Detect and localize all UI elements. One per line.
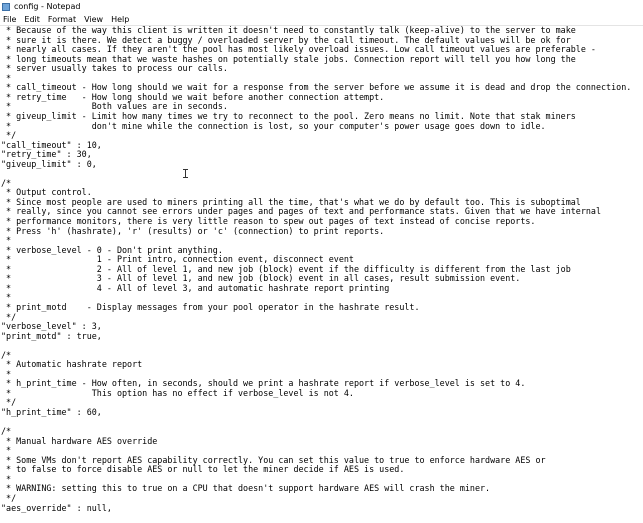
- text-line: "retry_time" : 30,: [1, 149, 92, 160]
- text-line: */: [1, 397, 17, 408]
- text-line: * 1 - Print intro, connection event, disconnect event: [1, 254, 354, 265]
- text-line: "h_print_time" : 60,: [1, 407, 102, 417]
- text-line: *: [1, 235, 12, 246]
- text-line: * Press 'h' (hashrate), 'r' (results) or 'c' (connection) to print reports.: [1, 225, 385, 236]
- text-line: * sure it is there. We detect a buggy / overloaded server by the call timeout. The default values will be ok for: [1, 34, 571, 45]
- text-line: "print_motd" : true,: [1, 330, 102, 341]
- text-line: */: [1, 311, 17, 322]
- i-beam-cursor-icon: [183, 169, 188, 178]
- menu-format[interactable]: Format: [47, 14, 77, 24]
- text-line: * don't mine while the connection is lost, so your computer's power usage goes down to idle.: [1, 120, 546, 131]
- notepad-icon: [2, 3, 10, 11]
- text-line: * This option has no effect if verbose_level is not 4.: [1, 387, 354, 398]
- text-line: /*: [1, 177, 12, 188]
- text-line: * Manual hardware AES override: [1, 435, 158, 446]
- text-line: * Some VMs don't report AES capability correctly. You can set this value to true to enforce hardware AES or: [1, 454, 546, 465]
- text-line: * giveup_limit - Limit how many times we try to reconnect to the pool. Zero means no limit. Note that stak miners: [1, 110, 576, 121]
- text-line: *: [1, 445, 12, 456]
- text-line: * verbose_level - 0 - Don't print anything.: [1, 244, 223, 255]
- text-line: * Because of the way this client is written it doesn't need to constantly talk (keep-alive) to the server to make: [1, 25, 576, 35]
- title-bar: [0, 0, 643, 13]
- text-line: * really, since you cannot see errors under pages and pages of text and performance stats. Given that we have internal: [1, 206, 602, 217]
- text-line: *: [1, 72, 12, 83]
- menu-help[interactable]: Help: [111, 14, 130, 24]
- text-line: * long timeouts mean that we waste hashes on potentially stale jobs. Connection report will tell you how long the: [1, 53, 576, 64]
- menu-view[interactable]: View: [84, 14, 104, 24]
- text-line: * Automatic hashrate report: [1, 359, 143, 370]
- menu-edit[interactable]: Edit: [24, 14, 40, 24]
- text-line: * retry_time - How long should we wait before another connection attempt.: [1, 91, 385, 102]
- text-line: /*: [1, 349, 12, 360]
- text-line: * nearly all cases. If they aren't the pool has most likely overload issues. Low call timeout values are preferable -: [1, 44, 596, 55]
- text-line: * Output control.: [1, 187, 92, 198]
- text-line: * print_motd - Display messages from your pool operator in the hashrate result.: [1, 301, 420, 312]
- text-line: * 4 - All of level 3, and automatic hashrate report printing: [1, 282, 390, 293]
- text-editor-area[interactable]: [0, 25, 643, 523]
- text-line: * call_timeout - How long should we wait for a response from the server before we assume it is dead and drop the connection.: [1, 82, 632, 93]
- menu-file[interactable]: File: [3, 14, 17, 24]
- text-line: * 2 - All of level 1, and new job (block) event if the difficulty is different from the last job: [1, 263, 571, 274]
- text-line: */: [1, 130, 17, 141]
- text-line: "aes_override" : null,: [1, 502, 112, 513]
- text-line: * to false to force disable AES or null to let the miner decide if AES is used.: [1, 464, 405, 475]
- text-line: /*: [1, 426, 12, 437]
- text-line: *: [1, 292, 12, 303]
- text-line: "verbose_level" : 3,: [1, 321, 102, 332]
- text-line: * server usually takes to process our calls.: [1, 63, 228, 74]
- window-title: config - Notepad: [14, 2, 81, 11]
- text-line: "call_timeout" : 10,: [1, 139, 102, 150]
- text-line: * h_print_time - How often, in seconds, should we print a hashrate report if verbose_level is set to 4.: [1, 378, 526, 389]
- text-line: * Since most people are used to miners printing all the time, that's what we do by default too. This is suboptimal: [1, 196, 581, 207]
- text-line: *: [1, 368, 12, 379]
- text-line: "giveup_limit" : 0,: [1, 158, 97, 169]
- text-line: *: [1, 473, 12, 484]
- text-line: * performance monitors, there is very little reason to spew out pages of text instead of concise reports.: [1, 216, 536, 226]
- text-line: * WARNING: setting this to true on a CPU that doesn't support hardware AES will crash the miner.: [1, 483, 491, 494]
- text-line: * 3 - All of level 1, and new job (block) event in all cases, result submission event.: [1, 273, 521, 284]
- text-line: * Both values are in seconds.: [1, 101, 228, 112]
- text-line: */: [1, 492, 17, 503]
